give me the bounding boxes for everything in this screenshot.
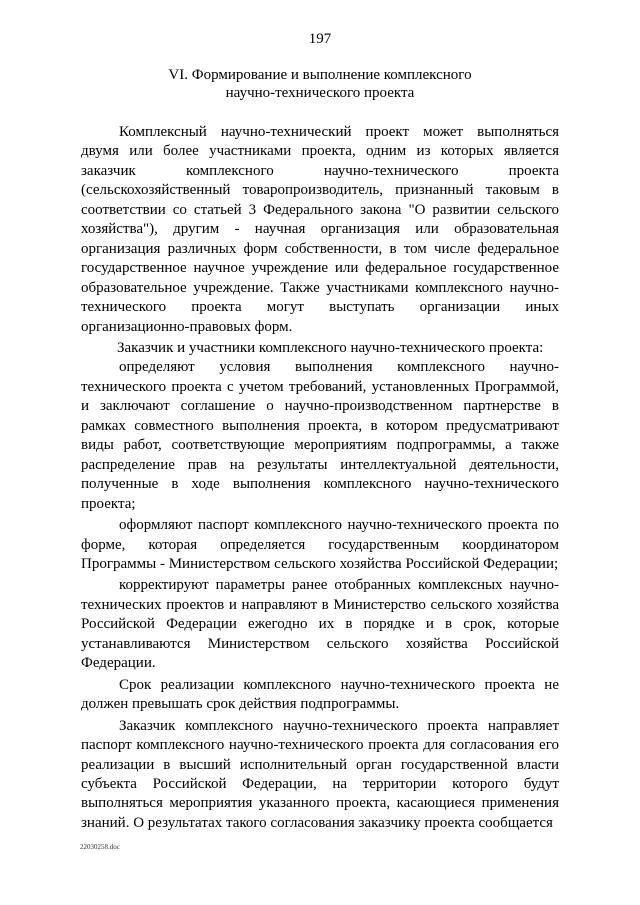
section-heading-line-2: научно-технического проекта bbox=[225, 85, 415, 101]
paragraph-participants: Комплексный научно-технический проект может выполняться двумя или более участниками проекта, одним из которых является заказчик комплексного научно-технического проекта (сельскохозяйственный товаропроизводитель, признанный таковым в соответствии со статьей 3 Федерального закона "О развитии сельского хозяйства"), другим - научная организация или образовательная организация различных форм собственности, в том числе федеральное государственное научное учреждение или федеральное государственное образовательное учреждение. Также участниками комплексного научно-технического проекта могут выступать организации иных организационно-правовых форм. bbox=[81, 124, 559, 335]
paragraph-passport: оформляют паспорт комплексного научно-технического проекта по форме, которая определяется государственным координатором Программы - Министерством сельского хозяйства Российской Федерации; bbox=[81, 517, 559, 572]
paragraph-implementation-term: Срок реализации комплексного научно-технического проекта не должен превышать срок действия подпрограммы. bbox=[81, 676, 559, 713]
section-heading bbox=[80, 66, 560, 102]
section-heading-line-1: VI. Формирование и выполнение комплексного bbox=[168, 67, 472, 83]
paragraph-approval: Заказчик комплексного научно-технического проекта направляет паспорт комплексного научно-технического проекта для согласования его реализации в высший исполнительный орган государственной власти субъекта Российской Федерации, на территории которого будут выполняться мероприятия указанного проекта, касающиеся применения знаний. О результатах такого согласования заказчику проекта сообщается bbox=[81, 717, 559, 831]
paragraph-determine-conditions: определяют условия выполнения комплексного научно-технического проекта с учетом требований, установленных Программой, и заключают соглашение о научно-производственном партнерстве в рамках совместного выполнения проекта, в котором предусматривают виды работ, соответствующие мероприятиям подпрограммы, а также распределение прав на результаты интеллектуальной деятельности, полученные в ходе выполнения комплексного научно-технического проекта; bbox=[81, 359, 559, 512]
paragraph-customer-and-participants: Заказчик и участники комплексного научно-технического проекта: bbox=[117, 339, 544, 356]
page-number: 197 bbox=[308, 31, 332, 47]
footer-filename: 22030258.doc bbox=[80, 843, 120, 851]
paragraph-adjust-parameters: корректируют параметры ранее отобранных комплексных научно-технических проектов и направляют в Министерство сельского хозяйства Российской Федерации ежегодно их в порядке и в срок, которые устанавливаются Министерством сельского хозяйства Российской Федерации. bbox=[81, 577, 559, 672]
body-text bbox=[81, 123, 559, 833]
